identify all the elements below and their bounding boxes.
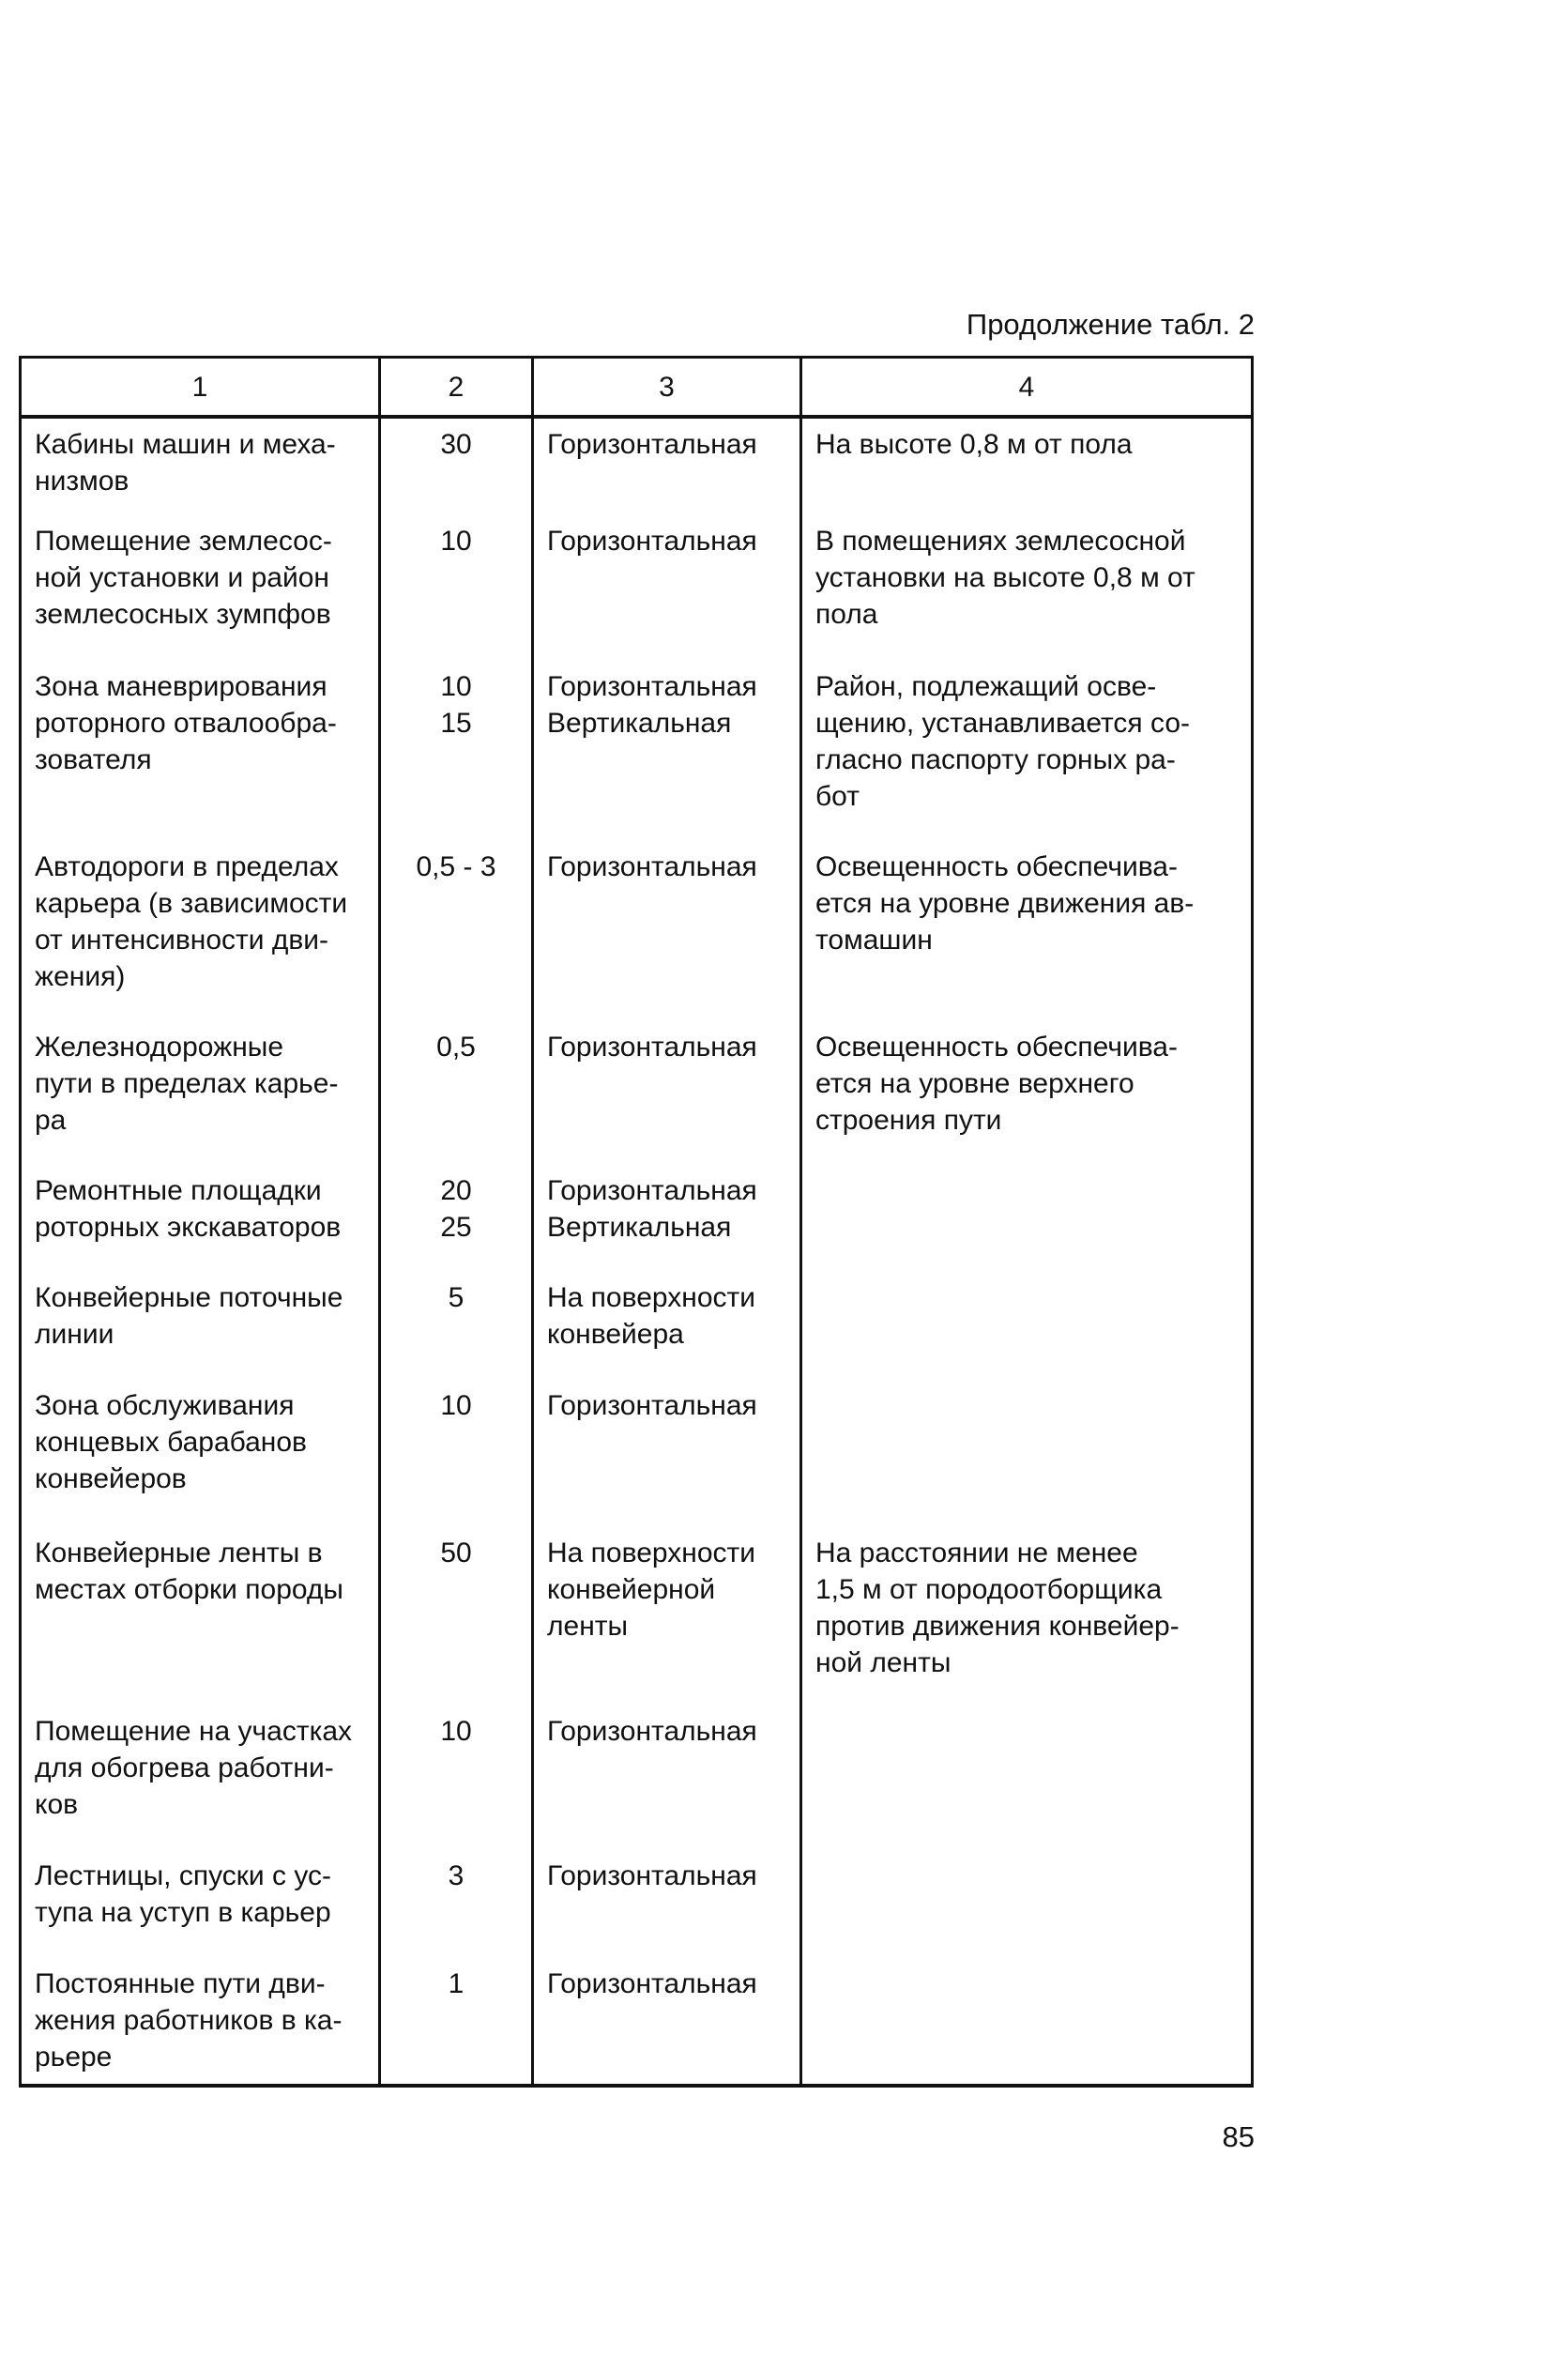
page-number: 85 [1222,2120,1255,2153]
cell-place [21,668,380,849]
cell-text: Горизонтальная [547,1390,757,1421]
cell-notes [801,417,1253,523]
cell-text: 0,5 - 3 [416,851,496,882]
table-row [21,1387,1253,1535]
cell-text: Помещение землесос- ной установки и район землесосных зумпфов [35,526,332,630]
cell-text: Кабины машин и меха- низмов [35,429,336,497]
cell-notes [801,1858,1253,1966]
cell-text: 20 25 [440,1175,472,1243]
cell-plane [533,1172,801,1279]
cell-text: 10 [440,1390,472,1421]
cell-illuminance [380,849,533,1029]
cell-notes [801,1172,1253,1279]
cell-notes [801,1387,1253,1535]
cell-text: Горизонтальная [547,851,757,882]
cell-plane [533,1029,801,1172]
cell-place [21,1029,380,1172]
cell-plane [533,849,801,1029]
cell-text: В помещениях землесосной установки на высоте 0,8 м от пола [815,526,1195,630]
column-header-3: 3 [533,358,801,418]
cell-illuminance [380,1966,533,2086]
table-row [21,668,1253,849]
cell-text: 10 [440,526,472,557]
cell-text: 30 [440,429,472,460]
cell-notes [801,849,1253,1029]
cell-illuminance [380,1172,533,1279]
table-row [21,1966,1253,2086]
cell-text: Освещенность обеспечива- ется на уровне верхнего строения пути [815,1032,1178,1136]
cell-text: 50 [440,1538,472,1568]
cell-notes [801,1029,1253,1172]
cell-plane [533,417,801,523]
cell-illuminance [380,1858,533,1966]
cell-plane [533,1535,801,1713]
cell-place [21,1535,380,1713]
table-header-row [21,358,1253,418]
cell-text: На поверхности конвейера [547,1282,755,1350]
cell-notes [801,1535,1253,1713]
column-header-2: 2 [380,358,533,418]
cell-illuminance [380,1535,533,1713]
cell-text: Горизонтальная [547,1032,757,1063]
cell-notes [801,1713,1253,1858]
cell-text: Конвейерные ленты в местах отборки породы [35,1538,343,1605]
column-header-1: 1 [21,358,380,418]
cell-text: Горизонтальная [547,1968,757,1999]
cell-text: 1 [448,1968,464,1999]
cell-text: Автодороги в пределах карьера (в зависимости от интенсивности дви- жения) [35,851,348,992]
table-row [21,1279,1253,1387]
cell-text: Зона обслуживания концевых барабанов конвейеров [35,1390,307,1494]
cell-plane [533,1858,801,1966]
cell-place [21,523,380,668]
cell-place [21,1279,380,1387]
table-row [21,1535,1253,1713]
cell-text: 3 [448,1860,464,1891]
table-row [21,1029,1253,1172]
cell-illuminance [380,417,533,523]
cell-text: Горизонтальная Вертикальная [547,1175,757,1243]
cell-plane [533,1966,801,2086]
column-header-4: 4 [801,358,1253,418]
cell-place [21,1966,380,2086]
cell-text: Ремонтные площадки роторных экскаваторов [35,1175,342,1243]
cell-text: Помещение на участках для обогрева работни- ков [35,1716,353,1820]
table-row [21,1172,1253,1279]
cell-text: На поверхности конвейерной ленты [547,1538,755,1642]
cell-notes [801,523,1253,668]
cell-text: Постоянные пути дви- жения работников в ка- рьере [35,1968,343,2073]
cell-text: Лестницы, спуски с ус- тупа на уступ в карьер [35,1860,331,1928]
cell-text: Освещенность обеспечива- ется на уровне движения ав- томашин [815,851,1195,956]
cell-illuminance [380,1279,533,1387]
cell-text: Конвейерные поточные линии [35,1282,343,1350]
cell-place [21,1387,380,1535]
cell-plane [533,1713,801,1858]
illumination-table [19,356,1254,2088]
cell-text: Район, подлежащий осве- щению, устанавливается со- гласно паспорту горных ра- бот [815,671,1191,812]
cell-text: 5 [448,1282,464,1313]
cell-text: Горизонтальная [547,1716,757,1747]
cell-place [21,1172,380,1279]
cell-place [21,1713,380,1858]
cell-place [21,1858,380,1966]
cell-illuminance [380,1387,533,1535]
cell-text: Зона маневрирования роторного отвалообра- зователя [35,671,337,775]
cell-text: Горизонтальная [547,1860,757,1891]
cell-notes [801,1966,1253,2086]
cell-notes [801,1279,1253,1387]
cell-plane [533,1387,801,1535]
cell-plane [533,523,801,668]
cell-text: 10 15 [440,671,472,739]
cell-text: На высоте 0,8 м от пола [815,429,1133,460]
table-row [21,523,1253,668]
cell-illuminance [380,668,533,849]
cell-text: Горизонтальная Вертикальная [547,671,757,739]
cell-plane [533,668,801,849]
table-caption: Продолжение табл. 2 [966,308,1255,341]
cell-illuminance [380,1029,533,1172]
cell-text: 10 [440,1716,472,1747]
cell-text: Горизонтальная [547,526,757,557]
cell-notes [801,668,1253,849]
table-row [21,1713,1253,1858]
cell-plane [533,1279,801,1387]
cell-place [21,417,380,523]
cell-illuminance [380,523,533,668]
table-row [21,417,1253,523]
cell-text: На расстоянии не менее 1,5 м от породоотборщика против движения конвейер- ной ленты [815,1538,1180,1678]
table-row [21,849,1253,1029]
cell-place [21,849,380,1029]
cell-text: Горизонтальная [547,429,757,460]
cell-illuminance [380,1713,533,1858]
cell-text: 0,5 [436,1032,476,1063]
cell-text: Железнодорожные пути в пределах карье- ра [35,1032,339,1136]
table-row [21,1858,1253,1966]
